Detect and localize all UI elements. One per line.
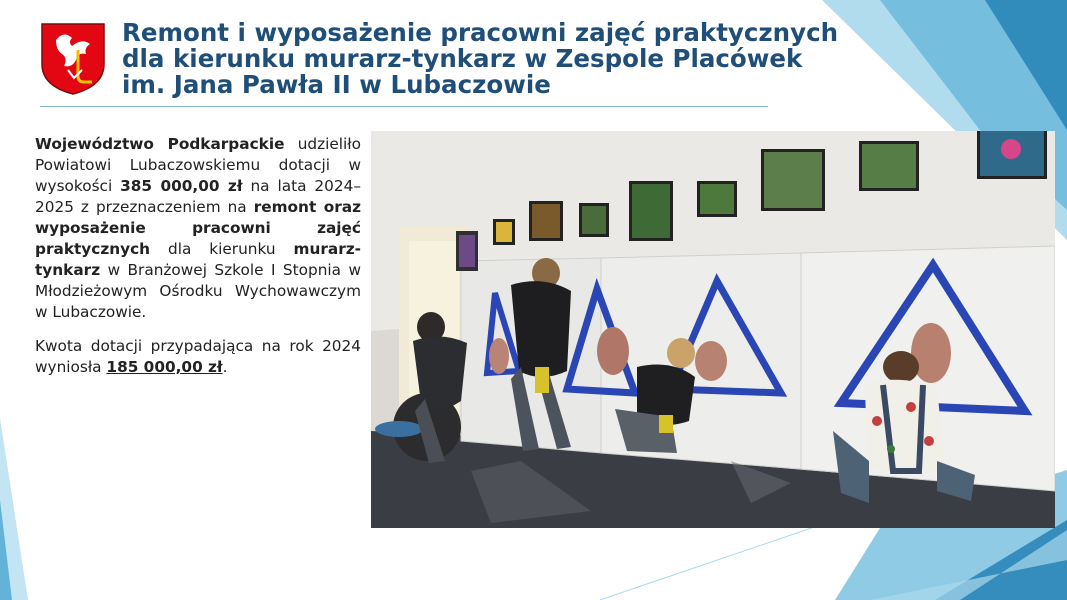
grant-amount: 385 000,00 zł [120, 177, 243, 195]
grant-text-2: na lata 2024–2025 z przeznaczeniem na [35, 177, 361, 216]
slide-title [122, 18, 839, 99]
workshop-photo [371, 131, 1055, 528]
amount-2024-paragraph [35, 336, 361, 378]
amount-2024-value: 185 000,00 zł [106, 358, 223, 376]
trade-name: murarz-tynkarz [35, 240, 361, 279]
title-divider [40, 106, 768, 107]
grant-paragraph [35, 134, 361, 323]
title-line-3: im. Jana Pawła II w Lubaczowie [122, 70, 551, 99]
title-line-1: Remont i wyposażenie pracowni zajęć praktycznych [122, 18, 839, 47]
grant-text-1: udzieliło Powiatowi Lubaczowskiemu dotacji w wysokości [35, 135, 361, 195]
body-text [35, 134, 361, 378]
amount-2024-text: Kwota dotacji przypadająca na rok 2024 wyniosła [35, 337, 361, 376]
voivodeship-name: Województwo Podkarpackie [35, 135, 285, 153]
title-line-2: dla kierunku murarz-tynkarz w Zespole Placówek [122, 44, 803, 73]
coat-of-arms-icon [38, 20, 108, 96]
grant-purpose: remont oraz wyposażenie pracowni zajęć praktycznych [35, 198, 361, 258]
grant-text-4: w Branżowej Szkole I Stopnia w Młodzieżowym Ośrodku Wychowawczym w Lubaczowie. [35, 261, 361, 321]
grant-text-3: dla kierunku [150, 240, 294, 258]
amount-2024-period: . [222, 358, 228, 376]
